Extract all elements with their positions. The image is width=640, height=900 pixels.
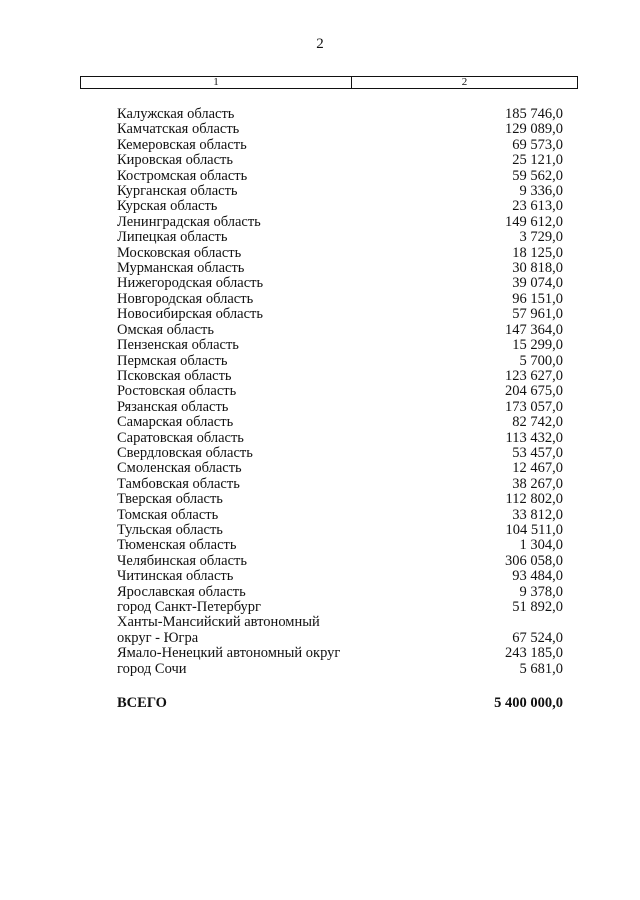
region-name: Омская область	[117, 321, 214, 338]
region-amount: 93 484,0	[512, 568, 563, 585]
region-amount: 306 058,0	[505, 552, 563, 569]
region-amount: 9 336,0	[519, 183, 563, 200]
region-name: Ростовская область	[117, 383, 237, 400]
table-row	[117, 554, 563, 569]
region-amount: 69 573,0	[512, 136, 563, 153]
table-row	[117, 215, 563, 230]
region-name: Ленинградская область	[117, 213, 261, 230]
table-row	[117, 292, 563, 307]
region-amount: 57 961,0	[512, 306, 563, 323]
region-name: Тюменская область	[117, 537, 237, 554]
region-amount: 185 746,0	[505, 106, 563, 122]
total-value: 5 400 000,0	[494, 695, 563, 711]
region-name: Пензенская область	[117, 337, 239, 354]
table-row	[117, 477, 563, 492]
column-header-2: 2	[461, 76, 468, 88]
table-row	[117, 246, 563, 261]
table-row	[117, 153, 563, 168]
region-name: Ямало-Ненецкий автономный округ	[117, 645, 341, 662]
table-row	[117, 615, 563, 646]
region-name: Калужская область	[117, 106, 235, 122]
region-amount: 243 185,0	[505, 645, 563, 662]
region-amount: 33 812,0	[512, 506, 563, 523]
region-name: Кировская область	[117, 152, 234, 169]
region-name: Ярославская область	[117, 583, 246, 600]
table-row	[117, 261, 563, 276]
table-row	[117, 569, 563, 584]
region-amount: 204 675,0	[505, 383, 563, 400]
region-amount: 30 818,0	[512, 260, 563, 277]
region-amount: 147 364,0	[505, 321, 563, 338]
region-name: Тульская область	[117, 521, 223, 538]
table-row	[117, 523, 563, 538]
table-row	[117, 276, 563, 291]
region-name: Челябинская область	[117, 552, 247, 569]
table-row	[117, 461, 563, 476]
table-row	[117, 585, 563, 600]
region-amount: 3 729,0	[519, 229, 563, 246]
region-name: Кемеровская область	[117, 136, 247, 153]
region-name: Читинская область	[117, 568, 234, 585]
table-row	[117, 107, 563, 122]
region-name: Курская область	[117, 198, 218, 215]
region-amount: 1 304,0	[519, 537, 563, 554]
region-amount: 51 892,0	[512, 599, 563, 615]
table-row	[117, 492, 563, 507]
region-amount: 39 074,0	[512, 275, 563, 292]
region-amount: 149 612,0	[505, 213, 563, 230]
region-name: Тверская область	[117, 491, 223, 508]
table-row	[117, 338, 563, 353]
region-name: Липецкая область	[117, 229, 228, 246]
region-amount: 5 681,0	[519, 660, 563, 677]
region-amount: 113 432,0	[505, 429, 563, 446]
table-row	[117, 646, 563, 661]
region-amount: 67 524,0	[512, 629, 563, 646]
region-amount: 104 511,0	[505, 521, 563, 538]
table-row	[117, 662, 563, 677]
table-row	[117, 323, 563, 338]
region-name: Новгородская область	[117, 290, 254, 307]
table-row	[117, 169, 563, 184]
region-amount: 18 125,0	[512, 244, 563, 261]
region-amount: 12 467,0	[512, 460, 563, 477]
table-row	[117, 354, 563, 369]
table-row	[117, 369, 563, 384]
region-list	[117, 107, 563, 677]
region-name: Томская область	[117, 506, 219, 523]
region-amount: 173 057,0	[505, 398, 563, 415]
table-row	[117, 384, 563, 399]
region-name: Ханты-Мансийский автономный округ - Югра	[117, 614, 320, 646]
table-row	[117, 446, 563, 461]
table-row	[117, 431, 563, 446]
region-amount: 129 089,0	[505, 121, 563, 138]
region-amount: 59 562,0	[512, 167, 563, 184]
region-name: Рязанская область	[117, 398, 229, 415]
region-name: Московская область	[117, 244, 242, 261]
table-row	[117, 415, 563, 430]
region-name: Камчатская область	[117, 121, 240, 138]
region-name: город Санкт-Петербург	[117, 599, 262, 615]
region-name: Новосибирская область	[117, 306, 263, 323]
region-name: Самарская область	[117, 414, 234, 431]
region-name: Нижегородская область	[117, 275, 264, 292]
region-name: Смоленская область	[117, 460, 242, 477]
table-row	[117, 400, 563, 415]
region-name: Курганская область	[117, 183, 238, 200]
column-header-1: 1	[81, 77, 352, 88]
region-amount: 53 457,0	[512, 444, 563, 461]
region-amount: 38 267,0	[512, 475, 563, 492]
table-row	[117, 600, 563, 615]
region-amount: 82 742,0	[512, 414, 563, 431]
region-name: город Сочи	[117, 660, 187, 677]
region-amount: 23 613,0	[512, 198, 563, 215]
region-amount: 15 299,0	[512, 337, 563, 354]
region-name: Мурманская область	[117, 260, 245, 277]
region-amount: 123 627,0	[505, 367, 563, 384]
table-row	[117, 138, 563, 153]
region-name: Тамбовская область	[117, 475, 240, 492]
region-amount: 5 700,0	[519, 352, 563, 369]
region-name: Пермская область	[117, 352, 228, 369]
total-label: ВСЕГО	[117, 695, 167, 711]
table-row	[117, 199, 563, 214]
region-name: Костромская область	[117, 167, 248, 184]
region-amount: 25 121,0	[512, 152, 563, 169]
region-amount: 9 378,0	[519, 583, 563, 600]
page-number: 2	[316, 36, 324, 52]
region-amount: 112 802,0	[505, 491, 563, 508]
table-row	[117, 307, 563, 322]
region-amount: 96 151,0	[512, 290, 563, 307]
total-row	[117, 695, 563, 711]
table-row	[117, 184, 563, 199]
table-row	[117, 508, 563, 523]
region-name: Свердловская область	[117, 444, 253, 461]
region-name: Псковская область	[117, 367, 232, 384]
table-header	[80, 76, 578, 89]
table-row	[117, 122, 563, 137]
table-row	[117, 230, 563, 245]
region-name: Саратовская область	[117, 429, 244, 446]
table-row	[117, 538, 563, 553]
